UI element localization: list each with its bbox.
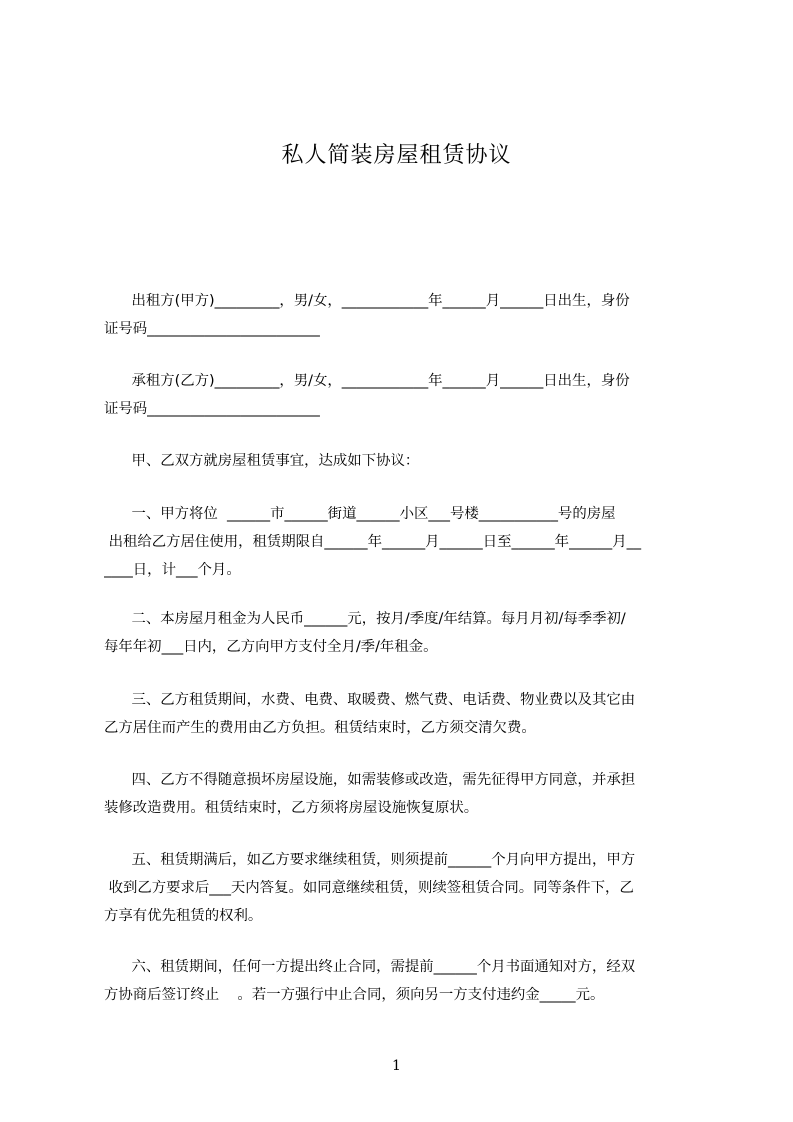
lessor-line-1: 出租方(甲方)_________，男/女，____________年______月______日出生，身份 [104, 293, 630, 309]
clause-3 [104, 686, 700, 742]
clause-6 [104, 953, 700, 1009]
document-title: 私人简装房屋租赁协议 [281, 143, 512, 168]
clause-2-line-2: 每年年初___日内，乙方向甲方支付全月/季/年租金。 [104, 639, 438, 655]
lessor-line-2: 证号码________________________ [104, 321, 320, 337]
clause-1-line-3: ____日，计___个月。 [104, 562, 241, 578]
clause-1-line-1: 一、甲方将位 ______市______街道______小区___号楼___________号的房屋 [104, 506, 616, 522]
paragraph-lessee [104, 367, 700, 423]
clause-4-line-1: 四、乙方不得随意损坏房屋设施，如需装修或改造，需先征得甲方同意，并承担 [104, 772, 636, 788]
clause-2 [104, 605, 700, 661]
clause-6-line-1: 六、租赁期间，任何一方提出终止合同，需提前______个月书面通知对方，经双 [104, 959, 636, 975]
clause-5 [104, 846, 700, 930]
lessee-line-1: 承租方(乙方)_________，男/女，____________年______月______日出生，身份 [104, 373, 630, 389]
clause-4 [104, 766, 700, 822]
clause-5-line-2: 收到乙方要求后___天内答复。如同意继续租赁，则续签租赁合同。同等条件下，乙 [104, 880, 634, 896]
lessee-line-2: 证号码________________________ [104, 401, 320, 417]
clause-3-line-1: 三、乙方租赁期间，水费、电费、取暖费、燃气费、电话费、物业费以及其它由 [104, 692, 636, 708]
paragraph-lessor [104, 287, 700, 343]
clause-3-line-2: 乙方居住而产生的费用由乙方负担。租赁结束时，乙方须交清欠费。 [104, 720, 536, 736]
clause-5-line-3: 方享有优先租赁的权利。 [104, 908, 263, 924]
clause-1-line-2: 出租给乙方居住使用，租赁期限自______年______月______日至______年______月__ [104, 534, 642, 550]
clause-2-line-1: 二、本房屋月租金为人民币______元，按月/季度/年结算。每月月初/每季季初/ [104, 611, 626, 627]
clause-1 [104, 500, 700, 584]
clause-6-line-2: 方协商后签订终止 。若一方强行中止合同，须向另一方支付违约金_____元。 [104, 987, 605, 1003]
paragraph-preamble [104, 447, 700, 475]
clause-4-line-2: 装修改造费用。租赁结束时，乙方须将房屋设施恢复原状。 [104, 800, 479, 816]
page-number: 1 [392, 1058, 401, 1074]
preamble-line-1: 甲、乙双方就房屋租赁事宜，达成如下协议： [104, 453, 420, 469]
clause-5-line-1: 五、租赁期满后，如乙方要求继续租赁，则须提前______个月向甲方提出，甲方 [104, 852, 636, 868]
